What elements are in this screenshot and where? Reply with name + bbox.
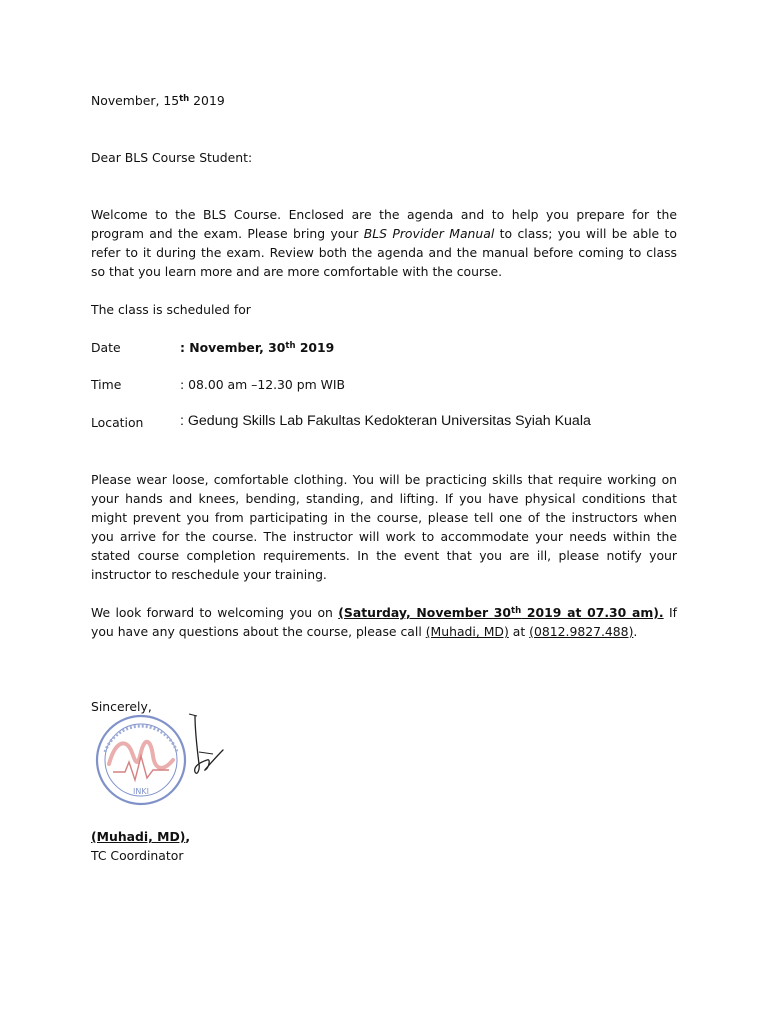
date-value-text: : November, 30 <box>180 340 286 355</box>
intro-text-2: to class; you will be able to refer to it during the exam. Review both the agenda and the manual before coming to class so that you learn more and are more comfortable with the course. <box>91 226 677 279</box>
date-value <box>180 338 334 357</box>
closing-text-4: . <box>633 624 638 639</box>
time-label: Time <box>91 377 122 392</box>
event-datetime <box>338 605 663 620</box>
sign-off: Sincerely, <box>91 699 152 714</box>
date-text: November, 15 <box>91 93 180 108</box>
date-label: Date <box>91 340 121 355</box>
handwritten-signature-icon <box>189 714 223 773</box>
signer-title: TC Coordinator <box>91 848 184 863</box>
closing-text-2: If you have any questions about the course, please call <box>91 605 677 639</box>
contact-phone: (0812.9827.488) <box>529 624 634 639</box>
location-label: Location <box>91 415 144 430</box>
location-value: : Gedung Skills Lab Fakultas Kedokteran Universitas Syiah Kuala <box>180 413 591 429</box>
date-year: 2019 <box>189 93 225 108</box>
closing-paragraph <box>91 603 677 641</box>
closing-text-3: at <box>508 624 530 639</box>
stamp-label: INKI <box>133 787 149 796</box>
event-ordinal: th <box>511 606 522 616</box>
date-value-year: 2019 <box>295 340 335 355</box>
salutation: Dear BLS Course Student: <box>91 150 253 165</box>
time-value: : 08.00 am –12.30 pm WIB <box>180 377 346 392</box>
signature-stamp-block <box>91 712 231 808</box>
manual-title: BLS Provider Manual <box>363 226 495 241</box>
intro-paragraph <box>91 205 677 281</box>
event-time-text: 2019 at 07.30 am) <box>521 605 659 620</box>
signer-name: (Muhadi, MD) <box>91 829 186 844</box>
schedule-intro: The class is scheduled for <box>91 302 251 317</box>
letter-date <box>91 91 225 110</box>
detail-row-location <box>91 413 691 433</box>
clothing-paragraph: Please wear loose, comfortable clothing. You will be practicing skills that require working on your hands and knees, bending, standing, and lifting. If you have physical conditions that might prevent you from participating in the course, please tell one of the instructors when you arrive for the course. The instructor will work to accommodate your needs within the stated course completion requirements. In the event that you are ill, please notify your instructor to reschedule your training. <box>91 472 677 582</box>
date-ordinal: th <box>179 94 190 104</box>
stamp-and-signature-image <box>91 712 231 808</box>
intro-text-1: Welcome to the BLS Course. Enclosed are the agenda and to help you prepare for the program and the exam. Please bring your <box>91 207 677 241</box>
detail-row-date <box>91 338 691 358</box>
signer-comma: , <box>185 829 191 844</box>
event-dot: . <box>658 605 664 620</box>
contact-name: (Muhadi, MD) <box>425 624 509 639</box>
date-value-ordinal: th <box>285 341 296 351</box>
stamp-icon <box>97 716 185 804</box>
detail-row-time <box>91 375 691 395</box>
signer-name-line <box>91 827 190 846</box>
event-date-text: (Saturday, November 30 <box>338 605 512 620</box>
closing-text-1: We look forward to welcoming you on <box>91 605 339 620</box>
